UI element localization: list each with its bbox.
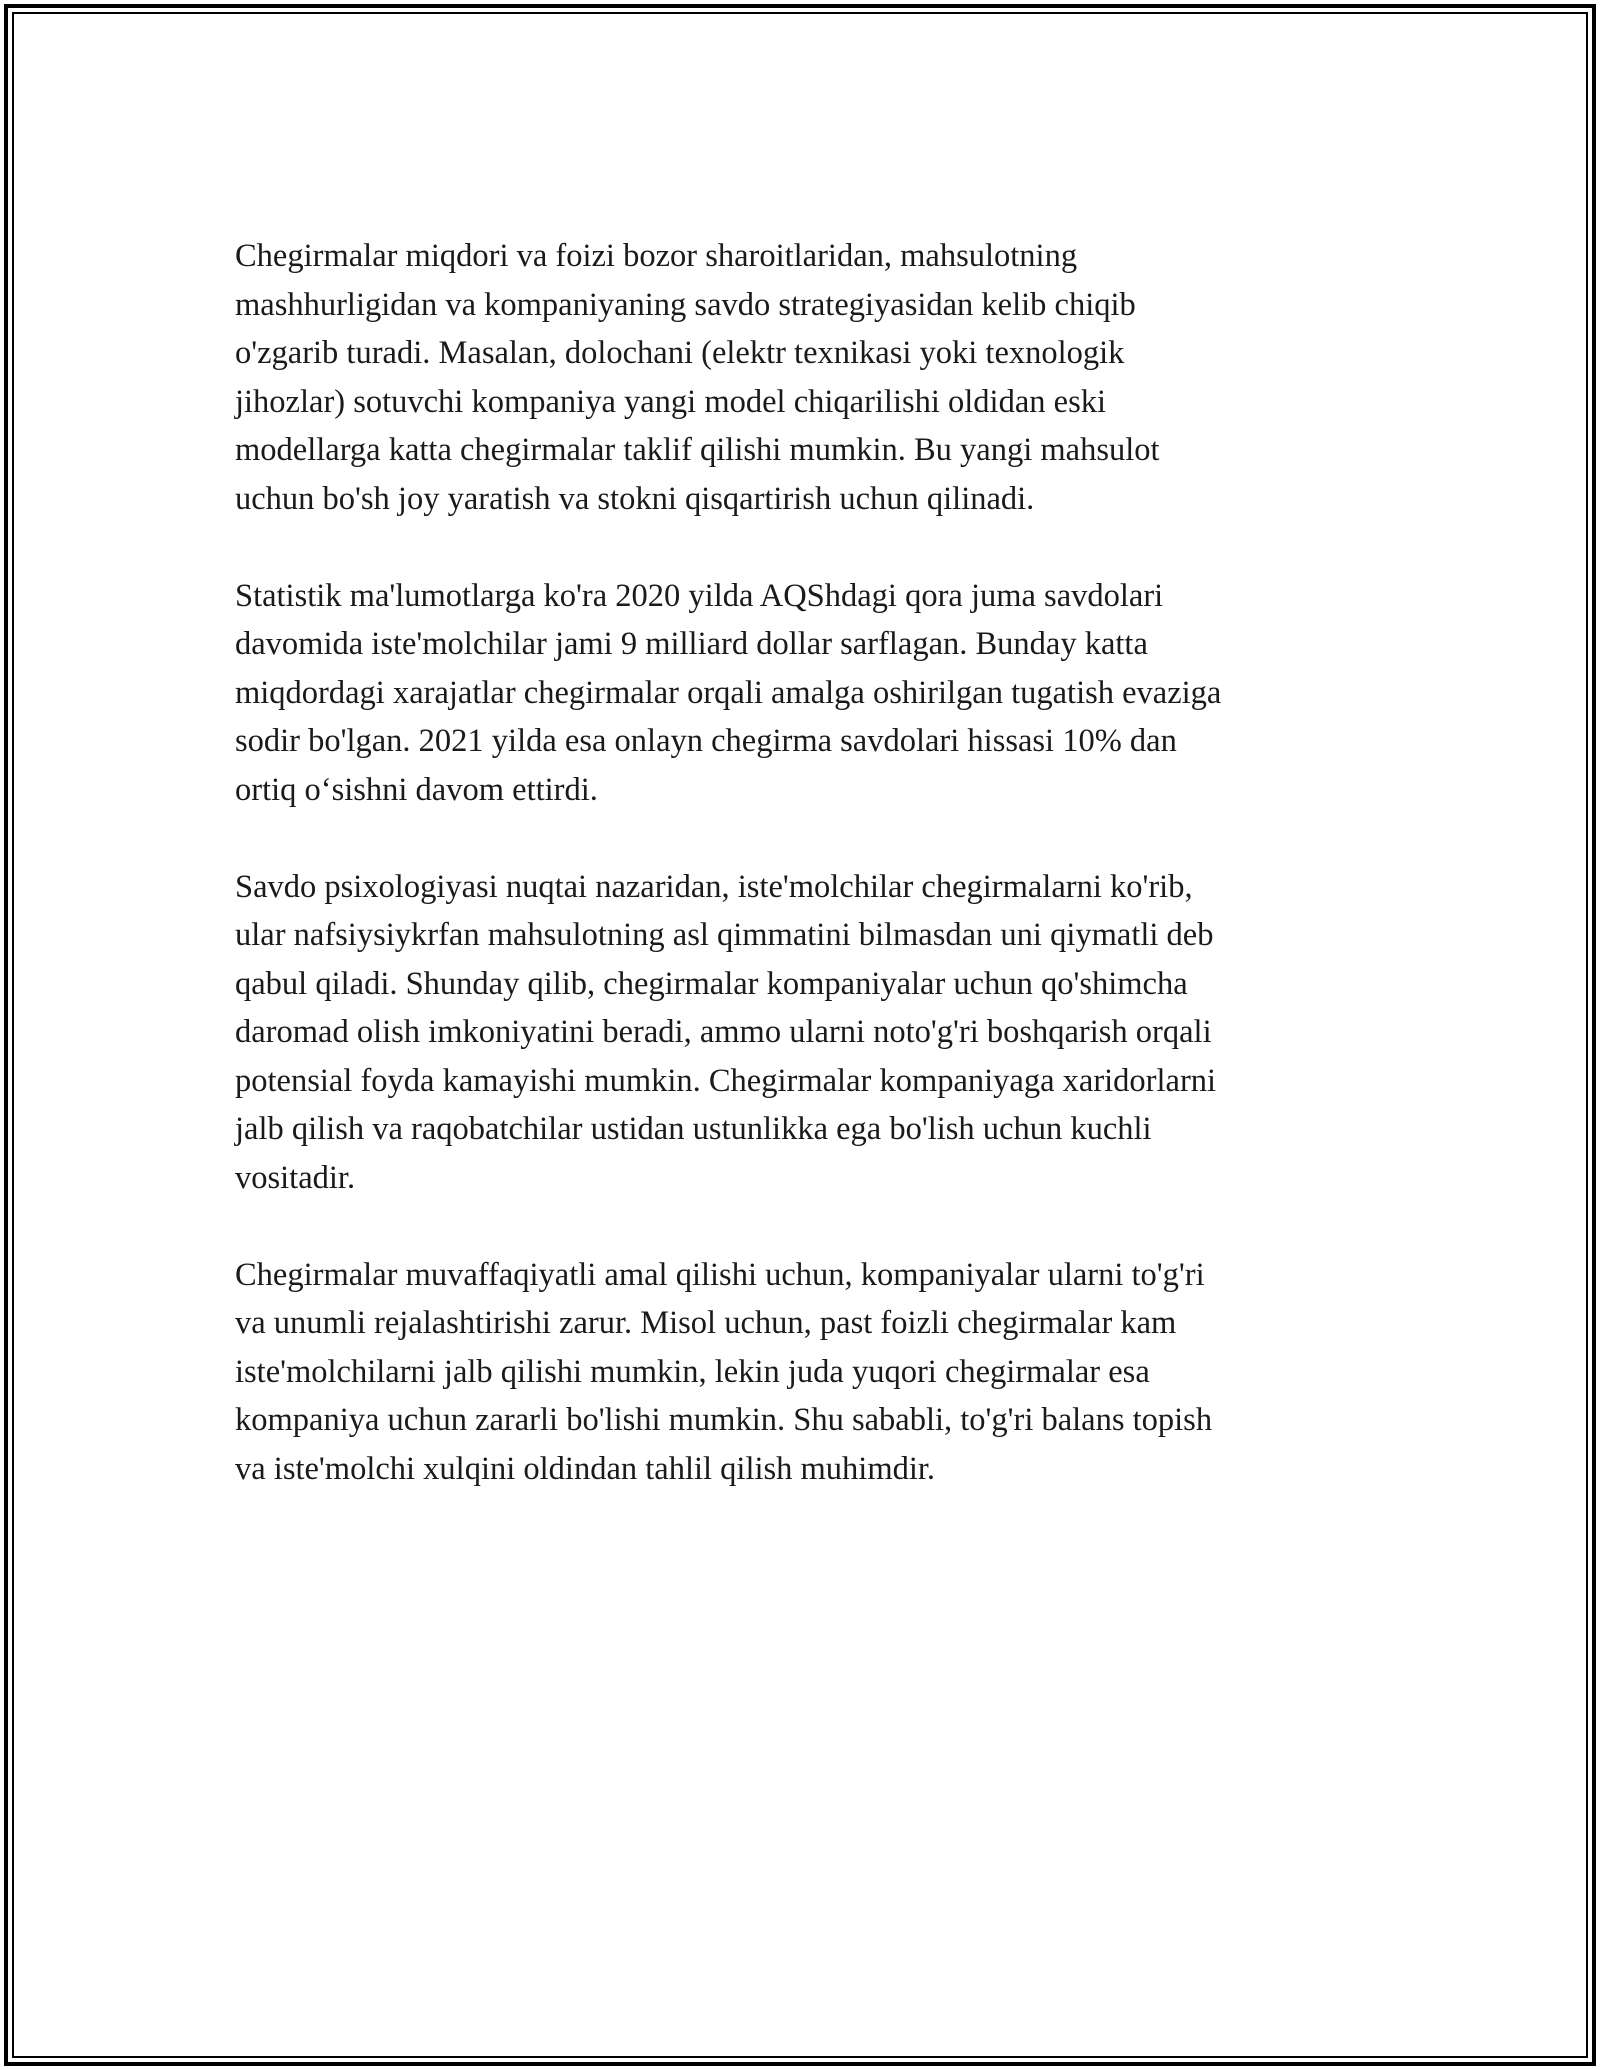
text-line: iste'molchilarni jalb qilishi mumkin, lekin juda yuqori chegirmalar esa (235, 1353, 1150, 1390)
text-line: uchun bo'sh joy yaratish va stokni qisqartirish uchun qilinadi. (235, 480, 1035, 517)
text-line: Chegirmalar muvaffaqiyatli amal qilishi uchun, kompaniyalar ularni to'g'ri (235, 1256, 1205, 1293)
text-line: va iste'molchi xulqini oldindan tahlil qilish muhimdir. (235, 1450, 936, 1487)
text-line: jalb qilish va raqobatchilar ustidan ustunlikka ega bo'lish uchun kuchli (235, 1111, 1152, 1147)
document-body (235, 232, 1365, 1542)
text-line: miqdordagi xarajatlar chegirmalar orqali amalga oshirilgan tugatish evaziga (235, 674, 1222, 711)
text-line: mashhurligidan va kompaniyaning savdo strategiyasidan kelib chiqib (235, 286, 1136, 323)
text-line: kompaniya uchun zararli bo'lishi mumkin. Shu sababli, to'g'ri balans topish (235, 1402, 1213, 1438)
text-line: va unumli rejalashtirishi zarur. Misol uchun, past foizli chegirmalar kam (235, 1305, 1177, 1341)
text-line: qabul qiladi. Shunday qilib, chegirmalar kompaniyalar uchun qo'shimcha (235, 965, 1188, 1002)
paragraph-2 (235, 572, 1365, 815)
text-line: jihozlar) sotuvchi kompaniya yangi model chiqarilishi oldidan eski (235, 383, 1106, 420)
paragraph-4 (235, 1251, 1365, 1494)
text-line: modellarga katta chegirmalar taklif qilishi mumkin. Bu yangi mahsulot (235, 432, 1160, 468)
paragraph-1 (235, 232, 1365, 523)
text-line: vositadir. (235, 1159, 356, 1196)
text-line: davomida iste'molchilar jami 9 milliard dollar sarflagan. Bunday katta (235, 626, 1148, 662)
text-line: o'zgarib turadi. Masalan, dolochani (elektr texnikasi yoki texnologik (235, 335, 1125, 371)
text-line: Statistik ma'lumotlarga ko'ra 2020 yilda AQShdagi qora juma savdolari (235, 577, 1164, 614)
text-line: Savdo psixologiyasi nuqtai nazaridan, iste'molchilar chegirmalarni ko'rib, (235, 868, 1193, 905)
text-line: potensial foyda kamayishi mumkin. Chegirmalar kompaniyaga xaridorlarni (235, 1062, 1217, 1099)
text-line: sodir bo'lgan. 2021 yilda esa onlayn chegirma savdolari hissasi 10% dan (235, 723, 1177, 759)
paragraph-3 (235, 863, 1365, 1203)
text-line: ortiq o‘sishni davom ettirdi. (235, 771, 598, 808)
text-line: daromad olish imkoniyatini beradi, ammo ularni noto'g'ri boshqarish orqali (235, 1014, 1212, 1050)
text-line: Chegirmalar miqdori va foizi bozor sharoitlaridan, mahsulotning (235, 238, 1078, 274)
text-line: ular nafsiysiykrfan mahsulotning asl qimmatini bilmasdan uni qiymatli deb (235, 917, 1214, 953)
